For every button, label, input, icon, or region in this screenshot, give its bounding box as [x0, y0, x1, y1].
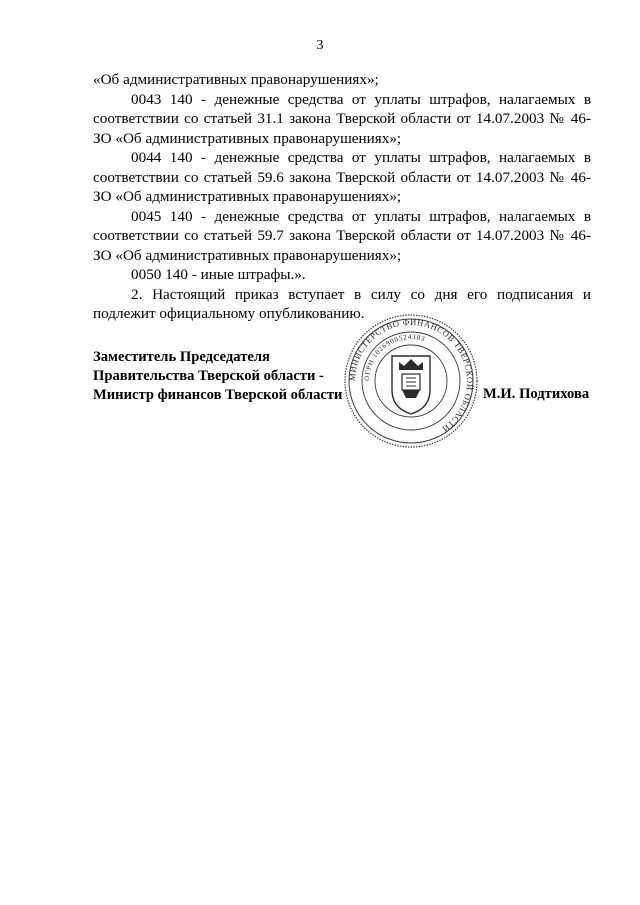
paragraph: 0044 140 - денежные средства от уплаты штрафов, налагаемых в соответствии со статьей 59.6 закона Тверской области от 14.07.2003 № 46-ЗО «Об административных правонарушениях»;: [93, 149, 591, 205]
paragraph: «Об административных правонарушениях»;: [93, 71, 379, 88]
seal-inner-text: ОГРН 1026900524383: [362, 332, 427, 382]
signatory-position: [93, 348, 342, 405]
document-body: [93, 70, 591, 324]
position-line: Заместитель Председателя: [93, 349, 270, 365]
page-number: 3: [316, 38, 324, 53]
signatory-name: М.И. Подтихова: [483, 386, 590, 402]
paragraph: 0045 140 - денежные средства от уплаты штрафов, налагаемых в соответствии со статьей 59.7 закона Тверской области от 14.07.2003 № 46-ЗО «Об административных правонарушениях»;: [93, 207, 591, 264]
seal-outer-text: МИНИСТЕРСТВО ФИНАНСОВ ТВЕРСКОЙ ОБЛАСТИ: [346, 316, 476, 435]
paragraph: 2. Настоящий приказ вступает в силу со дня его подписания и подлежит официальному опубликованию.: [93, 285, 591, 322]
paragraph: 0050 140 - иные штрафы.».: [131, 266, 306, 283]
official-seal: [342, 312, 480, 450]
coat-of-arms-icon: [392, 356, 430, 414]
position-line: Министр финансов Тверской области: [93, 387, 343, 403]
paragraph: 0043 140 - денежные средства от уплаты штрафов, налагаемых в соответствии со статьей 31.1 закона Тверской области от 14.07.2003 № 46-ЗО «Об административных правонарушениях»;: [93, 90, 591, 147]
position-line: Правительства Тверской области -: [93, 368, 324, 384]
